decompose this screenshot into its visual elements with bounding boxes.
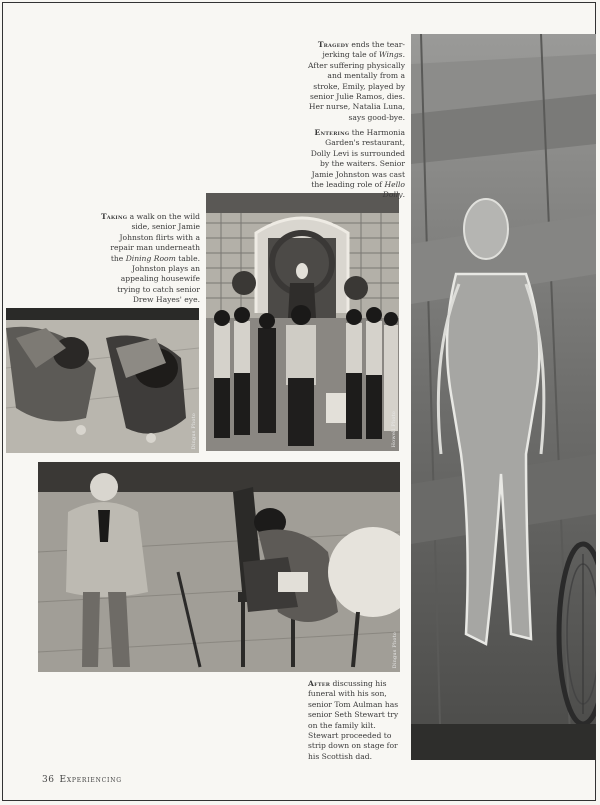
after-caption-lead: After — [308, 679, 331, 688]
hello-dolly-photo — [206, 193, 399, 451]
taking-caption-text-1: a walk on the wild side, senior Jamie Johnston flirts with a repair man underneath the — [110, 212, 200, 263]
kilt-fitting-photo — [38, 462, 400, 672]
entering-caption-lead: Entering — [314, 128, 350, 137]
dining-room-photo — [6, 308, 199, 453]
entering-caption-title: Hello Dolly — [382, 180, 405, 200]
tragedy-caption-text-2: . After suffering physically and mentally from a stroke, Emily, played by senior Julie Ramos, dies. Her nurse, Natalia Luna, says good-bye. — [308, 50, 405, 122]
section-name: Experiencing — [59, 775, 122, 785]
tragedy-caption-text-1: ends the tear-jerking tale of — [322, 40, 405, 60]
wings-painted-set-photo — [411, 34, 596, 760]
entering-caption-text-1: the Harmonia Garden's restaurant, Dolly Levi is surrounded by the waiters. Senior Jamie Johnston was cast the leading role of — [310, 128, 405, 190]
dolly-photo-credit: Howell Photo — [391, 410, 397, 447]
page-number: 36 — [42, 775, 55, 785]
tragedy-caption-lead: Tragedy — [317, 40, 349, 49]
taking-caption-title: Dining Room — [125, 253, 176, 263]
page-footer — [42, 775, 122, 785]
entering-caption — [305, 128, 405, 201]
taking-caption-lead: Taking — [100, 212, 128, 221]
after-caption-text-1: discussing his funeral with his son, senior Tom Aulman has senior Seth Stewart try on the family kilt. Stewart proceeded to strip down on stage for his Scottish dad. — [308, 679, 399, 761]
tragedy-caption — [305, 40, 405, 123]
tragedy-caption-title: Wings — [378, 50, 403, 60]
kilt-photo-credit: Dingus Photo — [392, 631, 398, 668]
after-caption — [308, 679, 406, 762]
dining-photo-credit: Dingus Photo — [191, 412, 197, 449]
taking-caption — [100, 212, 200, 306]
taking-caption-text-2: table. Johnston plays an appealing housewife trying to catch senior Drew Hayes' eye. — [117, 253, 200, 305]
entering-caption-text-2: . — [402, 190, 405, 200]
